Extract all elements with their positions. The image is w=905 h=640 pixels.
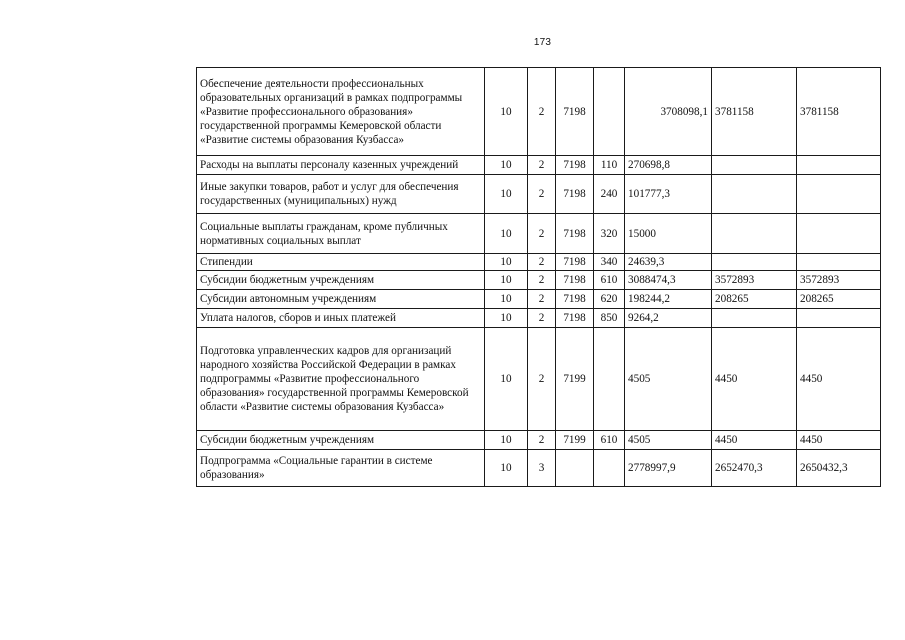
cell-subsection: 2 xyxy=(528,254,556,271)
cell-value-3: 4450 xyxy=(797,431,881,450)
cell-article: 7199 xyxy=(556,431,594,450)
row-name: Расходы на выплаты персоналу казенных учреждений xyxy=(197,156,485,175)
cell-article: 7198 xyxy=(556,271,594,290)
cell-kind: 240 xyxy=(594,175,625,214)
cell-kind: 610 xyxy=(594,431,625,450)
table-row xyxy=(197,254,881,271)
cell-article: 7198 xyxy=(556,309,594,328)
cell-value-3 xyxy=(797,309,881,328)
table-row xyxy=(197,175,881,214)
cell-value-3: 3781158 xyxy=(797,68,881,156)
cell-value-1: 9264,2 xyxy=(625,309,712,328)
cell-subsection: 2 xyxy=(528,309,556,328)
cell-kind: 320 xyxy=(594,214,625,254)
cell-article: 7199 xyxy=(556,328,594,431)
cell-value-2 xyxy=(712,254,797,271)
cell-kind: 620 xyxy=(594,290,625,309)
cell-section: 10 xyxy=(485,68,528,156)
row-name: Обеспечение деятельности профессиональных образовательных организаций в рамках подпрограммы «Развитие профессионального образования» государственной программы Кемеровской области «Развитие системы образования Кузбасса» xyxy=(197,68,485,156)
cell-value-2 xyxy=(712,156,797,175)
cell-value-1: 15000 xyxy=(625,214,712,254)
cell-value-1: 270698,8 xyxy=(625,156,712,175)
cell-value-3 xyxy=(797,175,881,214)
cell-article: 7198 xyxy=(556,254,594,271)
cell-article xyxy=(556,450,594,487)
table-row xyxy=(197,290,881,309)
cell-section: 10 xyxy=(485,156,528,175)
row-name: Субсидии автономным учреждениям xyxy=(197,290,485,309)
table-row xyxy=(197,328,881,431)
row-name: Субсидии бюджетным учреждениям xyxy=(197,271,485,290)
cell-kind: 610 xyxy=(594,271,625,290)
cell-value-2: 2652470,3 xyxy=(712,450,797,487)
table-row xyxy=(197,431,881,450)
table-row xyxy=(197,68,881,156)
cell-subsection: 2 xyxy=(528,271,556,290)
cell-value-1: 3088474,3 xyxy=(625,271,712,290)
cell-section: 10 xyxy=(485,271,528,290)
cell-article: 7198 xyxy=(556,68,594,156)
cell-value-1: 101777,3 xyxy=(625,175,712,214)
cell-subsection: 2 xyxy=(528,156,556,175)
cell-value-1: 2778997,9 xyxy=(625,450,712,487)
cell-section: 10 xyxy=(485,328,528,431)
cell-value-2: 208265 xyxy=(712,290,797,309)
row-name: Стипендии xyxy=(197,254,485,271)
table-row xyxy=(197,271,881,290)
cell-section: 10 xyxy=(485,175,528,214)
cell-subsection: 2 xyxy=(528,431,556,450)
table-row xyxy=(197,156,881,175)
cell-value-3 xyxy=(797,214,881,254)
cell-section: 10 xyxy=(485,214,528,254)
row-name: Иные закупки товаров, работ и услуг для обеспечения государственных (муниципальных) нужд xyxy=(197,175,485,214)
cell-value-2: 4450 xyxy=(712,431,797,450)
cell-section: 10 xyxy=(485,290,528,309)
cell-value-1: 4505 xyxy=(625,328,712,431)
cell-subsection: 2 xyxy=(528,328,556,431)
cell-value-2 xyxy=(712,175,797,214)
cell-value-3: 208265 xyxy=(797,290,881,309)
cell-kind xyxy=(594,450,625,487)
cell-value-2: 4450 xyxy=(712,328,797,431)
cell-value-3 xyxy=(797,156,881,175)
cell-kind: 110 xyxy=(594,156,625,175)
cell-value-3 xyxy=(797,254,881,271)
cell-value-2: 3572893 xyxy=(712,271,797,290)
cell-value-1: 198244,2 xyxy=(625,290,712,309)
table-row xyxy=(197,214,881,254)
row-name: Субсидии бюджетным учреждениям xyxy=(197,431,485,450)
row-name: Подпрограмма «Социальные гарантии в системе образования» xyxy=(197,450,485,487)
cell-value-3: 2650432,3 xyxy=(797,450,881,487)
cell-kind xyxy=(594,328,625,431)
cell-value-1: 4505 xyxy=(625,431,712,450)
table-body xyxy=(197,68,881,487)
table-row xyxy=(197,309,881,328)
cell-value-3: 3572893 xyxy=(797,271,881,290)
cell-section: 10 xyxy=(485,431,528,450)
cell-value-2: 3781158 xyxy=(712,68,797,156)
cell-kind: 850 xyxy=(594,309,625,328)
cell-article: 7198 xyxy=(556,156,594,175)
cell-article: 7198 xyxy=(556,214,594,254)
row-name: Подготовка управленческих кадров для организаций народного хозяйства Российской Федерации в рамках подпрограммы «Развитие профессионального образования» государственной программы Кемеровской области «Развитие системы образования Кузбасса» xyxy=(197,328,485,431)
cell-article: 7198 xyxy=(556,175,594,214)
page-number: 173 xyxy=(533,37,552,48)
cell-subsection: 2 xyxy=(528,175,556,214)
budget-table xyxy=(196,67,881,487)
cell-section: 10 xyxy=(485,450,528,487)
cell-subsection: 2 xyxy=(528,68,556,156)
cell-value-2 xyxy=(712,214,797,254)
cell-subsection: 2 xyxy=(528,290,556,309)
cell-value-3: 4450 xyxy=(797,328,881,431)
cell-value-1: 24639,3 xyxy=(625,254,712,271)
cell-section: 10 xyxy=(485,309,528,328)
row-name: Социальные выплаты гражданам, кроме публичных нормативных социальных выплат xyxy=(197,214,485,254)
cell-kind: 340 xyxy=(594,254,625,271)
cell-subsection: 2 xyxy=(528,214,556,254)
table-row xyxy=(197,450,881,487)
cell-kind xyxy=(594,68,625,156)
cell-article: 7198 xyxy=(556,290,594,309)
cell-value-1: 3708098,1 xyxy=(625,68,712,156)
row-name: Уплата налогов, сборов и иных платежей xyxy=(197,309,485,328)
cell-subsection: 3 xyxy=(528,450,556,487)
cell-section: 10 xyxy=(485,254,528,271)
cell-value-2 xyxy=(712,309,797,328)
